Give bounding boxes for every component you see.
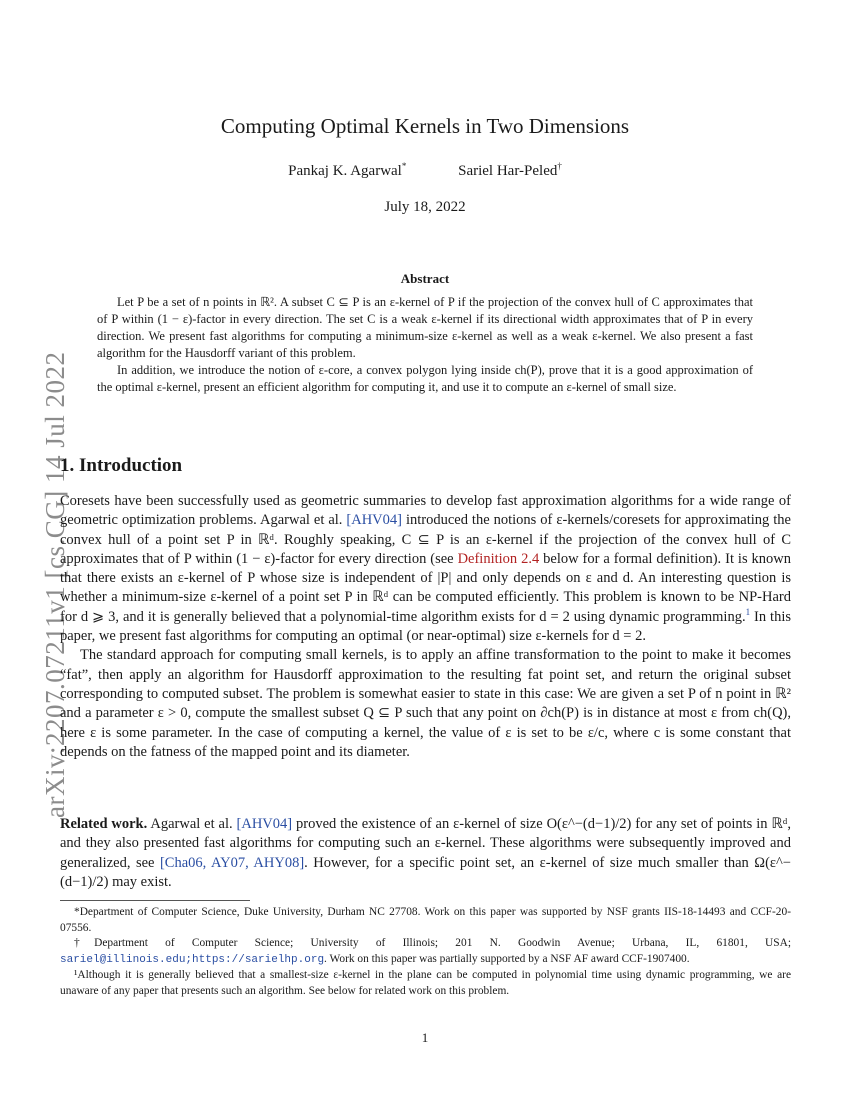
text-run: †Department of Computer Science; University of Illinois; 201 N. Goodwin Avenue; Urbana, IL, 61801, USA; [74,937,791,949]
text-run: introduced the notions of ε-kernels/coresets for approximating the convex hull of a point set P in ℝᵈ. Roughly speaking, C ⊆ P is an ε-kernel if the projection of the convex hull of C approximates that of P within (1 − ε)-factor for every direction (see [60,512,791,567]
related-work-heading: Related work. [60,816,148,832]
citation-link[interactable]: [AHV04] [346,512,402,529]
abstract-body [97,294,753,396]
abstract-paragraph: In addition, we introduce the notion of ε-core, a convex polygon lying inside ch(P), prove that it is a good approximation of the optimal ε-kernel, present an efficient algorithm for computing it, and use it to compute an ε-kernel of small size. [97,363,753,394]
text-run: Agarwal et al. [147,816,237,832]
intro-paragraph: The standard approach for computing small kernels, is to apply an affine transformation to the point to make it becomes “fat”, then apply an algorithm for Hausdorff approximation to the resulting fat point set, and return the original subset corresponding to computed subset. The problem is somewhat easier to state in this case: We are given a set P of n point in ℝ² and a parameter ε > 0, compute the smallest subset Q ⊆ P such that any point on ∂ch(P) is in distance at most ε from ch(Q), here ε is some parameter. In the case of computing a kernel, the value of ε is set to be ε/c, where c is some constant that depends on the fatness of the mapped point and its diameter. [60,647,791,760]
paper-date: July 18, 2022 [384,199,466,215]
text-run: In this paper, we present fast algorithms for computing an optimal (or near-optimal) size ε-kernels for d = 2. [60,608,792,645]
footnotes [60,905,791,999]
intro-paragraph [60,492,791,646]
page-number: 1 [421,1030,429,1045]
footnote [60,936,791,968]
author-mark: * [401,161,407,171]
introduction-body [60,492,791,762]
author [288,163,406,180]
text-run: . Work on this paper was partially supported by a NSF AF award CCF-1907400. [324,952,690,965]
author [458,163,562,180]
text-run: . However, for a specific point set, an ε-kernel of size much smaller than Ω(ε^−(d−1)/2) may exist. [60,854,791,890]
text-run: below for a formal definition). It is known that there exists an ε-kernel of P whose size is independent of |P| and only depends on ε and d. An interesting question is whether a minimum-size ε-kernel of a point set P in ℝᵈ can be computed efficiently. This problem is known to be NP-Hard for d ⩾ 3, and it is generally believed that a polynomial-time algorithm exists for d = 2 using dynamic programming. [60,550,791,625]
footnote: ¹Although it is generally believed that a smallest-size ε-kernel in the plane can be computed in polynomial time using dynamic programming, we are unaware of any paper that presents such an algorithm. See below for related work on this problem. [60,969,791,997]
author-name: Pankaj K. Agarwal [288,163,402,179]
text-run: Coresets have been successfully used as geometric summaries to develop fast approximation algorithms for a wide range of geometric optimization problems. Agarwal et al. [60,493,791,529]
text-run: proved the existence of an ε-kernel of size O(ε^−(d−1)/2) for any set of points in ℝᵈ, and they also presented fast algorithms for computing such an ε-kernel. These algorithms were subsequently improved and generalized, see [60,816,791,871]
paper-title: Computing Optimal Kernels in Two Dimensions [220,114,630,138]
citation-link[interactable]: [Cha06, AY07, AHY08] [159,854,305,871]
footnote-divider [60,900,250,901]
citation-link[interactable]: [AHV04] [236,816,293,832]
abstract-paragraph: Let P be a set of n points in ℝ². A subset C ⊆ P is an ε-kernel of P if the projection of the convex hull of C approximates that of P within (1 − ε)-factor in every direction. The set C is a weak ε-kernel if its directional width approximates that of P in every direction. We present fast algorithms for computing a minimum-size ε-kernel as well as a weak ε-kernel. We also present a fast algorithm for the Hausdorff variant of this problem. [97,295,753,360]
footnote-link[interactable]: 1 [745,606,751,617]
abstract-heading: Abstract [400,271,450,286]
arxiv-side-stamp: arXiv:2207.07211v1 [cs.CG] 14 Jul 2022 [40,351,70,818]
definition-link[interactable]: Definition 2.4 [457,550,540,567]
email-link[interactable]: sariel@illinois.edu;https://sarielhp.org [60,953,325,966]
author-list [0,163,850,180]
related-work-paragraph [60,815,791,892]
author-mark: † [557,161,562,171]
author-name: Sariel Har-Peled [458,163,558,179]
footnote: *Department of Computer Science, Duke University, Durham NC 27708. Work on this paper was supported by NSF grants IIS-18-14493 and CCF-20-07556. [60,906,791,934]
section-heading: 1. Introduction [60,455,183,476]
